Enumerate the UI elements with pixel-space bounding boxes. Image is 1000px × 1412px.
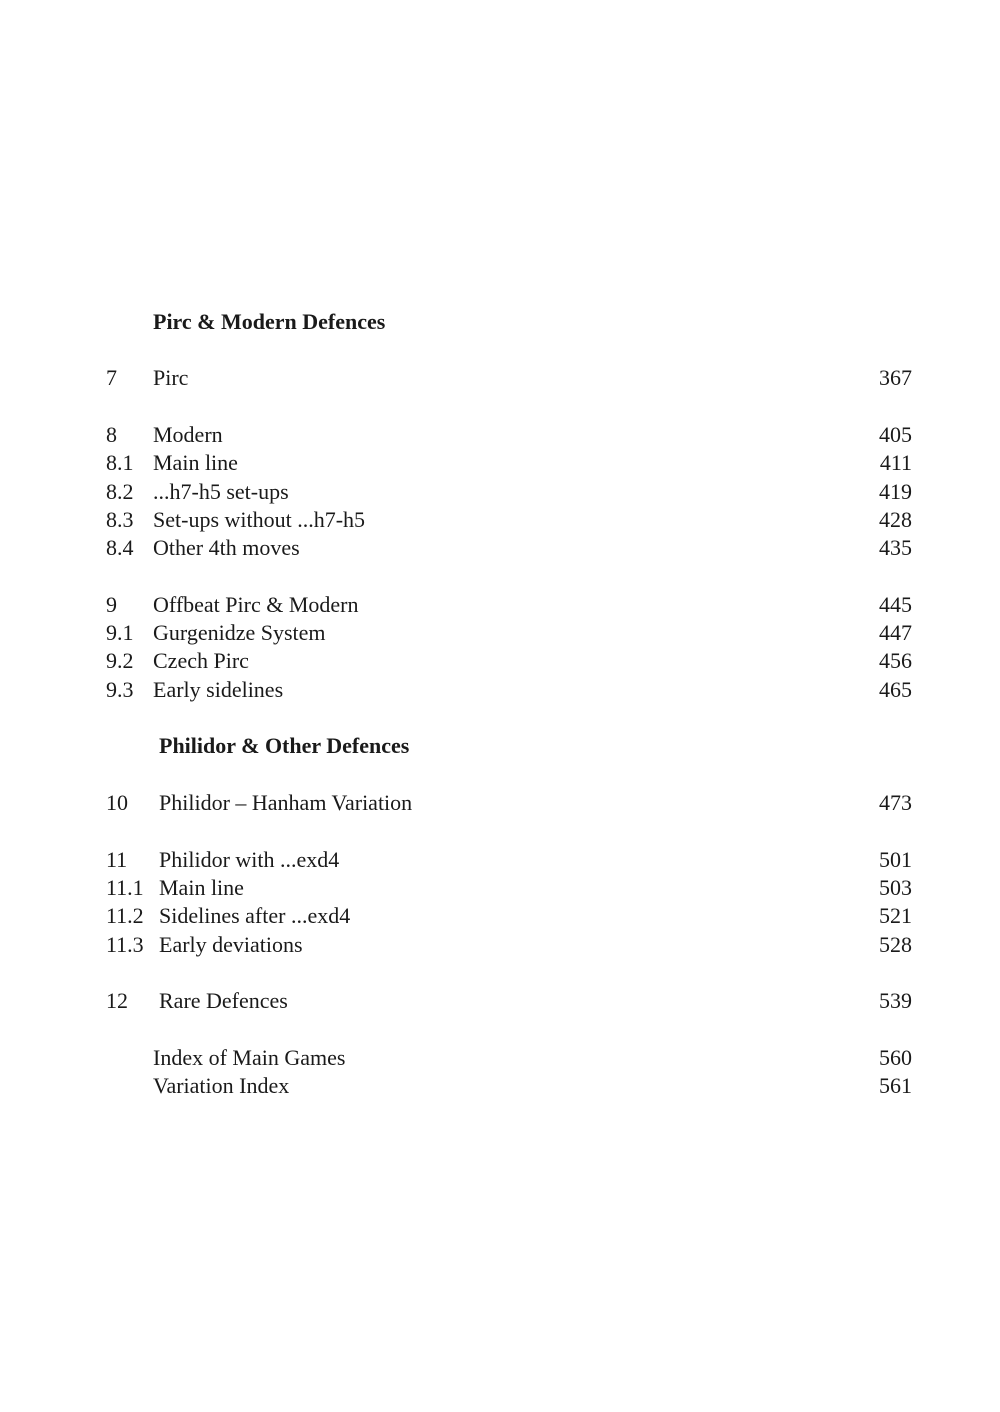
- entry-number: 9.3: [106, 677, 134, 702]
- entry-title: Offbeat Pirc & Modern: [153, 592, 359, 617]
- entry-number: 11.1: [106, 875, 144, 900]
- toc-entry: [0, 506, 1000, 534]
- section-heading-philidor-other: Philidor & Other Defences: [159, 733, 410, 758]
- entry-number: 11: [106, 847, 128, 872]
- entry-page: 456: [879, 648, 912, 673]
- entry-page: 411: [879, 450, 912, 475]
- entry-page: 539: [879, 988, 912, 1013]
- entry-page: 367: [879, 365, 912, 390]
- entry-number: 7: [106, 365, 117, 390]
- entry-page: 473: [879, 790, 912, 815]
- entry-page: 445: [879, 592, 912, 617]
- entry-title: Main line: [159, 875, 244, 900]
- toc-entry: [0, 902, 1000, 930]
- toc-entry: [0, 364, 1000, 392]
- entry-title: Early deviations: [159, 932, 303, 957]
- toc-index-entry: [0, 1044, 1000, 1072]
- toc-entry: [0, 478, 1000, 506]
- index-title: Index of Main Games: [153, 1045, 346, 1070]
- toc-entry: [0, 987, 1000, 1015]
- toc-entry: [0, 619, 1000, 647]
- entry-number: 12: [106, 988, 128, 1013]
- entry-number: 11.3: [106, 932, 144, 957]
- entry-number: 8.4: [106, 535, 134, 560]
- entry-title: ...h7-h5 set-ups: [153, 479, 289, 504]
- entry-title: Rare Defences: [159, 988, 288, 1013]
- entry-page: 503: [879, 875, 912, 900]
- toc-entry: [0, 421, 1000, 449]
- entry-title: Set-ups without ...h7-h5: [153, 507, 366, 532]
- toc-entry: [0, 449, 1000, 477]
- toc-entry: [0, 676, 1000, 704]
- entry-page: 465: [879, 677, 912, 702]
- entry-title: Modern: [153, 422, 223, 447]
- entry-title: Philidor – Hanham Variation: [159, 790, 413, 815]
- section-heading-pirc-modern: Pirc & Modern Defences: [153, 309, 386, 334]
- entry-title: Sidelines after ...exd4: [159, 903, 351, 928]
- entry-title: Philidor with ...exd4: [159, 847, 340, 872]
- entry-number: 10: [106, 790, 128, 815]
- toc-entry: [0, 647, 1000, 675]
- entry-page: 405: [879, 422, 912, 447]
- entry-page: 521: [879, 903, 912, 928]
- toc-entry: [0, 846, 1000, 874]
- entry-number: 9.1: [106, 620, 134, 645]
- entry-number: 9.2: [106, 648, 134, 673]
- entry-title: Early sidelines: [153, 677, 284, 702]
- toc-entry: [0, 591, 1000, 619]
- entry-page: 419: [879, 479, 912, 504]
- toc-entry: [0, 931, 1000, 959]
- entry-page: 428: [879, 507, 912, 532]
- entry-title: Other 4th moves: [153, 535, 300, 560]
- entry-page: 447: [879, 620, 912, 645]
- index-title: Variation Index: [153, 1073, 290, 1098]
- entry-title: Gurgenidze System: [153, 620, 326, 645]
- toc-entry: [0, 874, 1000, 902]
- entry-number: 11.2: [106, 903, 144, 928]
- entry-number: 8.2: [106, 479, 134, 504]
- entry-page: 528: [879, 932, 912, 957]
- index-page: 560: [879, 1045, 912, 1070]
- entry-number: 9: [106, 592, 117, 617]
- entry-title: Main line: [153, 450, 238, 475]
- toc-entry: [0, 789, 1000, 817]
- entry-page: 501: [879, 847, 912, 872]
- entry-title: Pirc: [153, 365, 189, 390]
- toc-entry: [0, 534, 1000, 562]
- entry-title: Czech Pirc: [153, 648, 249, 673]
- entry-page: 435: [879, 535, 912, 560]
- entry-number: 8.1: [106, 450, 134, 475]
- entry-number: 8.3: [106, 507, 134, 532]
- index-page: 561: [879, 1073, 912, 1098]
- toc-index-entry: [0, 1072, 1000, 1100]
- entry-number: 8: [106, 422, 117, 447]
